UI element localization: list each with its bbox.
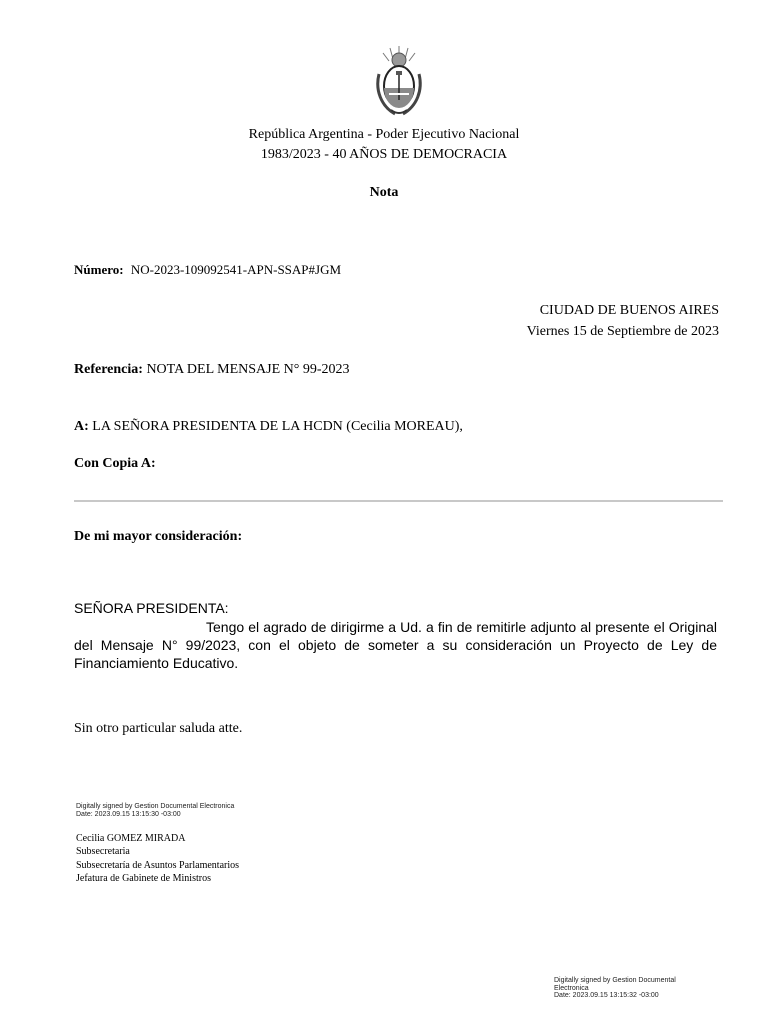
footer-signature-stamp (554, 977, 676, 1000)
signature-stamp (76, 803, 234, 818)
body-text: Tengo el agrado de dirigirme a Ud. a fin de remitirle adjunto al presente el Original del Mensaje N° 99/2023, con el objeto de someter a su consideración un Proyecto de Ley de Financiamiento Educativo. (74, 619, 717, 671)
coat-of-arms-icon (373, 44, 425, 118)
signer-office: Subsecretaría de Asuntos Parlamentarios (76, 860, 240, 871)
closing: Sin otro particular saluda atte. (74, 721, 243, 736)
location-city: CIUDAD DE BUENOS AIRES (539, 303, 719, 318)
referencia-label: Referencia: (74, 362, 143, 377)
numero-value: NO-2023-109092541-APN-SSAP#JGM (130, 262, 342, 277)
destinatario-value: LA SEÑORA PRESIDENTA DE LA HCDN (Cecilia MOREAU), (92, 419, 463, 434)
con-copia-label: Con Copia A: (74, 456, 156, 471)
destinatario-row (74, 419, 463, 435)
signature-stamp-line-2: Date: 2023.09.15 13:15:30 -03:00 (76, 810, 181, 818)
signature-stamp-line-1: Digitally signed by Gestion Documental Electronica (76, 803, 235, 810)
footer-stamp-line-2: Electronica (554, 984, 589, 992)
signer-name: Cecilia GOMEZ MIRADA (76, 833, 186, 844)
body-paragraph (74, 618, 717, 672)
header-line-2: 1983/2023 - 40 AÑOS DE DEMOCRACIA (260, 147, 508, 162)
greeting: De mi mayor consideración: (74, 529, 243, 544)
document-type: Nota (369, 185, 399, 200)
referencia-value: NOTA DEL MENSAJE N° 99-2023 (146, 362, 350, 377)
footer-stamp-line-3: Date: 2023.09.15 13:15:32 -03:00 (554, 992, 659, 999)
numero-label: Número: (74, 262, 124, 277)
document-date: Viernes 15 de Septiembre de 2023 (526, 324, 719, 339)
salutation: SEÑORA PRESIDENTA: (74, 600, 229, 616)
footer-stamp-line-1: Digitally signed by Gestion Documental (554, 977, 676, 984)
referencia-row (74, 362, 350, 378)
signer-role: Subsecretaria (76, 845, 130, 857)
divider (74, 500, 723, 502)
signer-dept: Jefatura de Gabinete de Ministros (76, 872, 211, 884)
header-line-1: República Argentina - Poder Ejecutivo Nacional (248, 127, 520, 142)
destinatario-label: A: (74, 419, 89, 434)
numero-row (74, 262, 341, 278)
signer-block (76, 833, 239, 885)
